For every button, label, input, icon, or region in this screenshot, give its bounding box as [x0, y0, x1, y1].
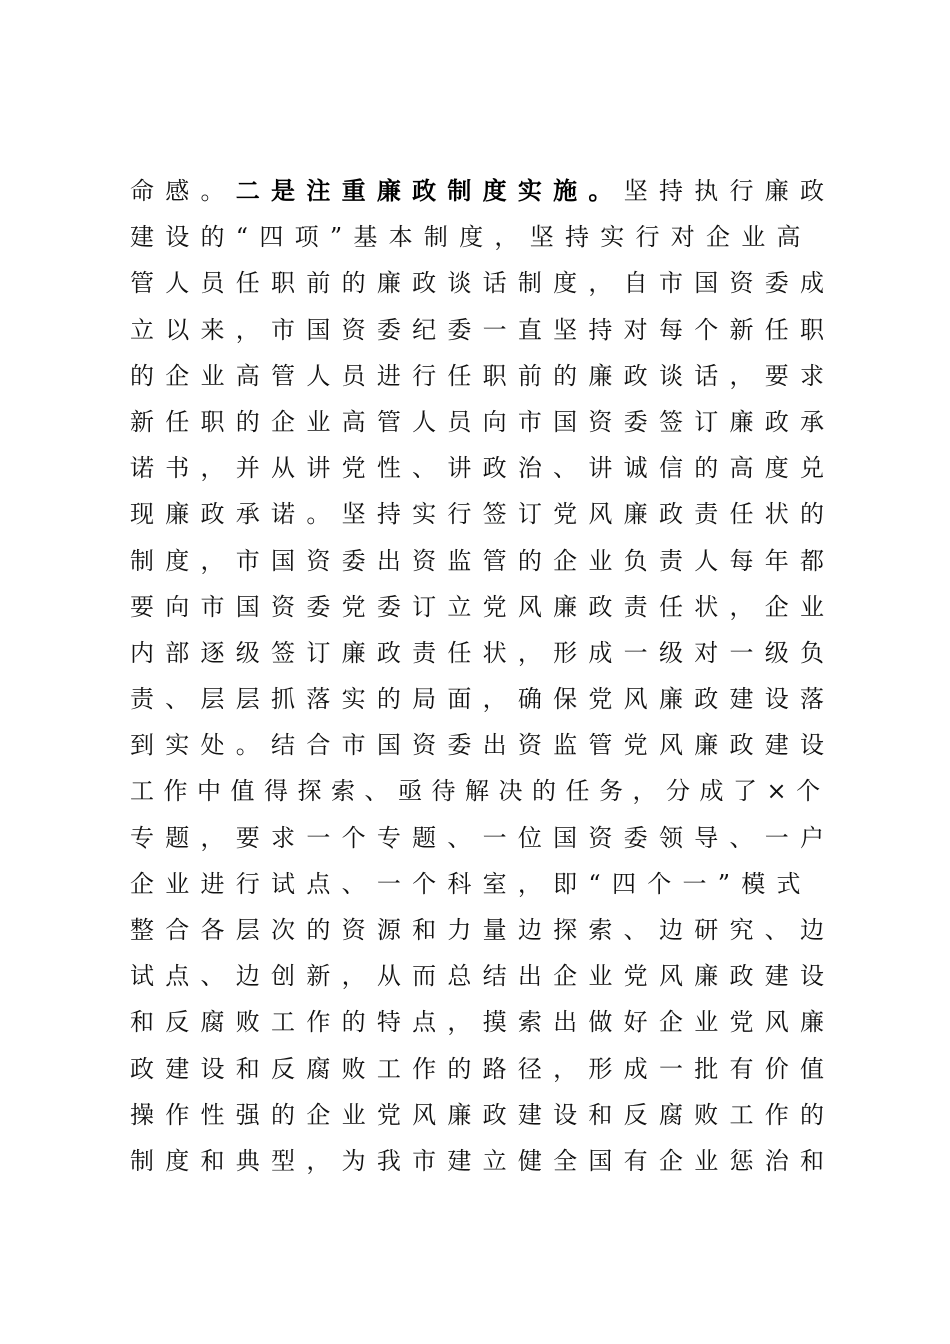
text-segment: 专题，要求一个专题、一位国资委领导、一户 — [130, 823, 836, 852]
text-line — [130, 353, 835, 399]
text-segment: 新任职的企业高管人员向市国资委签订廉政承 — [130, 407, 836, 436]
text-segment: 要向市国资委党委订立党风廉政责任状，企业 — [130, 592, 836, 621]
text-line — [130, 722, 835, 768]
text-segment: 企业进行试点、一个科室，即“四个一”模式 — [130, 869, 812, 898]
text-segment: 建设的“四项”基本制度，坚持实行对企业高 — [130, 223, 812, 252]
text-segment: 诺书，并从讲党性、讲政治、讲诚信的高度兑 — [130, 454, 836, 483]
text-line — [130, 630, 835, 676]
text-line — [130, 907, 835, 953]
text-segment: 政建设和反腐败工作的路径，形成一批有价值 — [130, 1054, 836, 1083]
text-line — [130, 768, 834, 814]
text-segment: 工作中值得探索、亟待解决的任务，分成了×个 — [130, 777, 830, 806]
text-line — [130, 399, 835, 445]
text-segment: 制度和典型，为我市建立健全国有企业惩治和 — [130, 1146, 836, 1175]
text-line — [130, 999, 835, 1045]
text-segment: 到实处。结合市国资委出资监管党风廉政建设 — [130, 731, 836, 760]
text-segment: 管人员任职前的廉政谈话制度，自市国资委成 — [130, 269, 836, 298]
text-line — [130, 861, 835, 907]
text-line — [130, 953, 835, 999]
text-line — [130, 491, 835, 537]
text-segment: 操作性强的企业党风廉政建设和反腐败工作的 — [130, 1100, 836, 1129]
text-segment: 内部逐级签订廉政责任状，形成一级对一级负 — [130, 638, 836, 667]
text-segment: 整合各层次的资源和力量边探索、边研究、边 — [130, 916, 836, 944]
text-line — [130, 260, 835, 306]
text-line — [130, 538, 835, 584]
text-segment: 和反腐败工作的特点，摸索出做好企业党风廉 — [130, 1008, 836, 1037]
text-segment: 坚持执行廉政 — [623, 177, 836, 205]
text-line — [130, 676, 835, 722]
text-segment: 的企业高管人员进行任职前的廉政谈话，要求 — [130, 361, 836, 390]
text-line — [130, 1138, 835, 1184]
text-segment: 责、层层抓落实的局面，确保党风廉政建设落 — [130, 685, 836, 714]
text-line — [130, 168, 835, 214]
text-segment: 制度，市国资委出资监管的企业负责人每年都 — [130, 546, 836, 575]
text-segment: 试点、边创新，从而总结出企业党风廉政建设 — [130, 962, 836, 991]
text-line — [130, 307, 835, 353]
text-line — [130, 1046, 835, 1092]
text-line — [130, 445, 835, 491]
text-line — [130, 815, 835, 861]
body-paragraph — [130, 168, 836, 1184]
bold-heading-phrase: 二是注重廉政制度实施。 — [235, 176, 624, 205]
text-segment: 现廉政承诺。坚持实行签订党风廉政责任状的 — [130, 500, 836, 529]
text-segment: 立以来，市国资委纪委一直坚持对每个新任职 — [130, 315, 836, 344]
text-line — [130, 584, 835, 630]
text-segment: 命感。 — [130, 177, 236, 205]
text-line — [130, 214, 835, 260]
text-line — [130, 1092, 835, 1138]
